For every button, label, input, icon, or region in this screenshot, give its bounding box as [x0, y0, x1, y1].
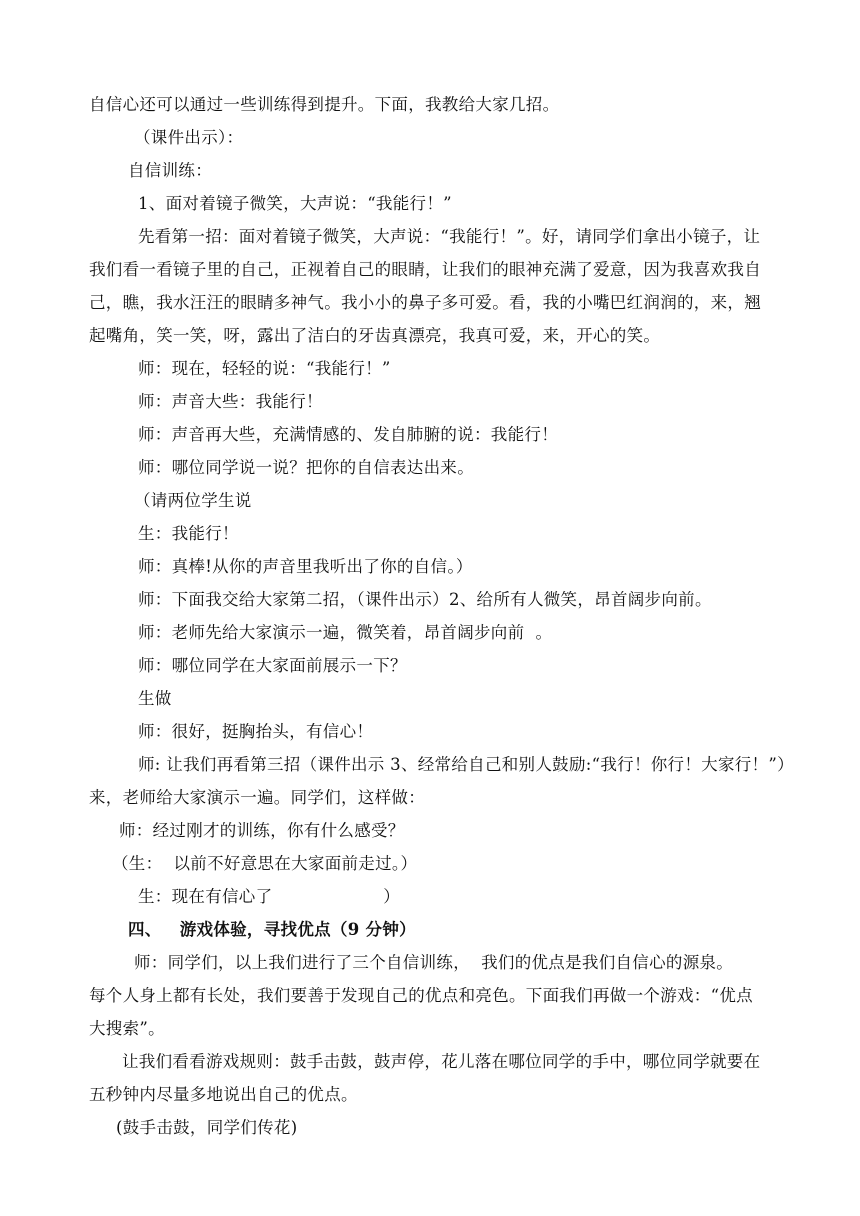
- paragraph-line: 自信心还可以通过一些训练得到提升。下面，我教给大家几招。: [89, 95, 560, 114]
- paragraph-line: 每个人身上都有长处，我们要善于发现自己的优点和亮色。下面我们再做一个游戏：“优点: [89, 986, 753, 1005]
- paragraph-line: 师：哪位同学在大家面前展示一下？: [138, 656, 407, 675]
- paragraph-line: 生：现在有信心了 ）: [138, 887, 401, 906]
- paragraph-line: 师：同学们，以上我们进行了三个自信训练， 我们的优点是我们自信心的源泉。: [134, 953, 734, 972]
- paragraph-line: (鼓手击鼓，同学们传花): [116, 1118, 298, 1137]
- paragraph-line: 1、面对着镜子微笑，大声说：“我能行！”: [138, 194, 452, 213]
- paragraph-line: 生做: [138, 689, 172, 708]
- paragraph-line: 师：真棒!从你的声音里我听出了你的自信。）: [138, 557, 473, 576]
- paragraph-line: 来，老师给大家演示一遍。同学们，这样做：: [89, 788, 425, 807]
- paragraph-line: 师: 让我们再看第三招（课件出示 3、经常给自己和别人鼓励:“我行！你行！大家行！”）: [138, 755, 794, 774]
- paragraph-line: 师：声音大些：我能行！: [138, 392, 323, 411]
- paragraph-line: 师：老师先给大家演示一遍，微笑着，昂首阔步向前 。: [138, 623, 553, 642]
- paragraph-line: 师：哪位同学说一说？把你的自信表达出来。: [138, 458, 474, 477]
- paragraph-line: 我们看一看镜子里的自己，正视着自己的眼睛，让我们的眼神充满了爱意，因为我喜欢我自: [89, 260, 761, 279]
- paragraph-line: 师：下面我交给大家第二招，（课件出示）2、给所有人微笑，昂首阔步向前。: [138, 590, 712, 609]
- paragraph-line: （课件出示）：: [134, 128, 244, 147]
- paragraph-line: （生： 以前不好意思在大家面前走过。）: [112, 854, 418, 873]
- paragraph-line: 己，瞧，我水汪汪的眼睛多神气。我小小的鼻子多可爱。看，我的小嘴巴红润润的，来，翘: [89, 293, 761, 312]
- paragraph-line: （请两位学生说: [134, 491, 252, 510]
- paragraph-line: 先看第一招：面对着镜子微笑，大声说：“我能行！”。好，请同学们拿出小镜子，让: [138, 227, 761, 246]
- paragraph-line: 让我们看看游戏规则：鼓手击鼓，鼓声停，花儿落在哪位同学的手中，哪位同学就要在: [122, 1052, 761, 1071]
- paragraph-line: 生：我能行！: [138, 524, 239, 543]
- paragraph-line: 师：经过刚才的训练，你有什么感受？: [119, 821, 405, 840]
- paragraph-line: 师：很好，挺胸抬头，有信心！: [138, 722, 374, 741]
- paragraph-line: 五秒钟内尽量多地说出自己的优点。: [89, 1085, 358, 1104]
- paragraph-line: 大搜索”。: [89, 1019, 165, 1038]
- paragraph-line: 自信训练：: [128, 161, 212, 180]
- paragraph-line: 师：声音再大些，充满情感的、发自肺腑的说：我能行！: [138, 425, 558, 444]
- paragraph-line: 起嘴角，笑一笑，呀，露出了洁白的牙齿真漂亮，我真可爱，来，开心的笑。: [89, 326, 661, 345]
- section-heading: 四、 游戏体验，寻找优点（9 分钟）: [128, 920, 416, 939]
- paragraph-line: 师：现在，轻轻的说：“我能行！”: [138, 359, 391, 378]
